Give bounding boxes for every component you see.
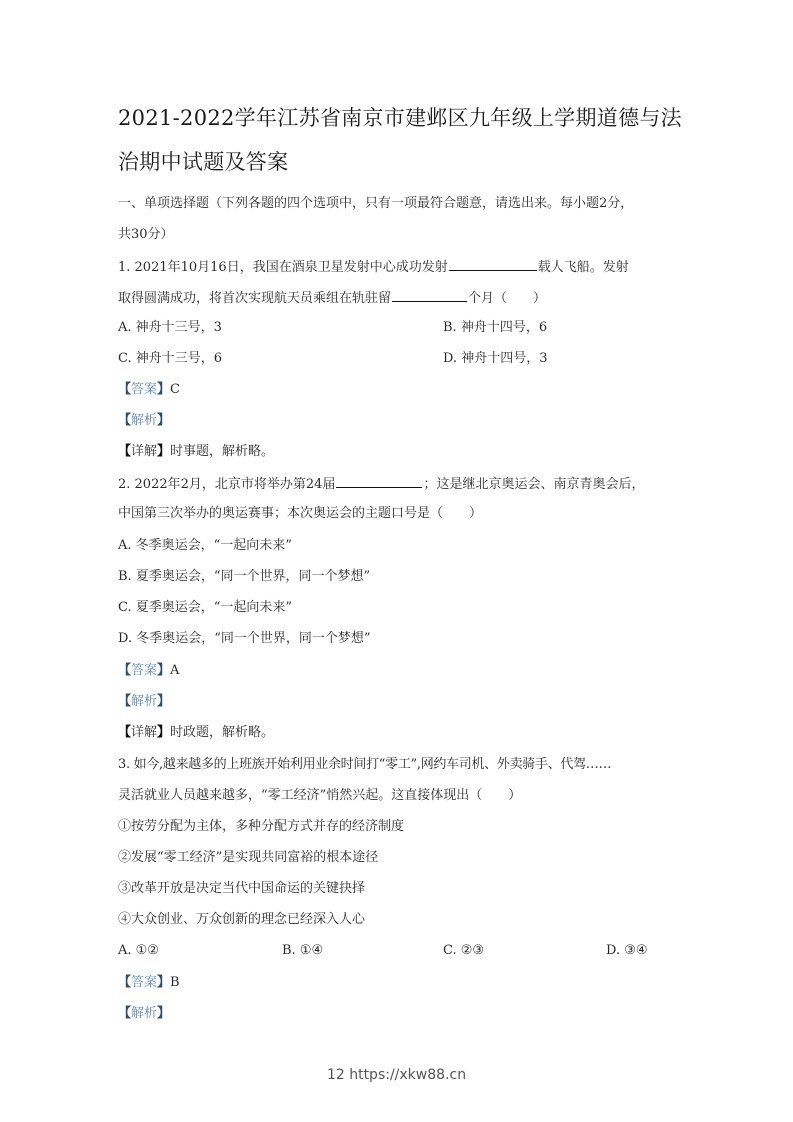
analysis-label: 解析 xyxy=(131,413,158,428)
section-heading-line-1: 一、单项选择题（下列各题的四个选项中，只有一项最符合题意，请选出来。每小题2分， xyxy=(118,196,634,211)
q1-stem-text-b: 载人飞船。发射 xyxy=(537,260,629,275)
q2-option-c: C. 夏季奥运会，“一起向未来” xyxy=(118,600,293,615)
q2-option-d: D. 冬季奥运会，“同一个世界，同一个梦想” xyxy=(118,631,371,646)
q2-blank-1 xyxy=(336,473,422,488)
q2-stem-text-a: 2. 2022年2月，北京市将举办第24届 xyxy=(118,477,336,492)
q1-stem-line-1 xyxy=(118,256,629,278)
answer-label: 答案 xyxy=(131,663,158,678)
bracket-close: 】 xyxy=(157,1006,171,1021)
analysis-label: 解析 xyxy=(131,1006,158,1021)
q3-option-b: B. ①④ xyxy=(282,943,324,958)
q2-detail-line xyxy=(118,723,274,743)
q3-option-d: D. ③④ xyxy=(606,943,648,958)
q2-option-b: B. 夏季奥运会，“同一个世界，同一个梦想” xyxy=(118,569,371,584)
bracket-open: 【 xyxy=(118,413,132,428)
bracket-open: 【 xyxy=(118,444,132,459)
q1-blank-2 xyxy=(392,287,467,302)
q3-analysis-line xyxy=(118,1004,170,1024)
q1-detail-text: 时事题，解析略。 xyxy=(170,444,275,459)
q1-stem-text-d: 个月（ ） xyxy=(468,291,547,306)
q3-statement-1: ①按劳分配为主体，多种分配方式并存的经济制度 xyxy=(118,819,405,834)
answer-label: 答案 xyxy=(131,975,158,990)
title-line-2: 治期中试题及答案 xyxy=(118,150,289,174)
document-title xyxy=(118,96,688,184)
q1-answer-value: C xyxy=(170,382,180,397)
q1-stem-text-c: 取得圆满成功，将首次实现航天员乘组在轨驻留 xyxy=(118,291,392,306)
q3-answer-line xyxy=(118,973,180,993)
q1-option-c: C. 神舟十三号，6 xyxy=(118,351,223,366)
q1-option-a: A. 神舟十三号，3 xyxy=(118,320,222,335)
q3-statement-2: ②发展“零工经济”是实现共同富裕的根本途径 xyxy=(118,850,379,865)
bracket-close: 】 xyxy=(157,663,171,678)
q2-answer-line xyxy=(118,661,179,681)
bracket-close: 】 xyxy=(157,694,171,709)
q3-option-c: C. ②③ xyxy=(443,943,485,958)
q2-option-a: A. 冬季奥运会，“一起向未来” xyxy=(118,538,292,553)
bracket-open: 【 xyxy=(118,1006,132,1021)
answer-label: 答案 xyxy=(131,382,158,397)
section-heading-line-2: 共30分） xyxy=(118,227,174,242)
q1-blank-1 xyxy=(449,256,537,271)
q2-stem-text-b: ；这是继北京奥运会、南京青奥会后， xyxy=(423,477,645,492)
q3-option-a: A. ①② xyxy=(118,943,159,958)
q2-answer-value: A xyxy=(170,663,180,678)
q2-detail-text: 时政题，解析略。 xyxy=(170,725,275,740)
analysis-label: 解析 xyxy=(131,694,158,709)
detail-label: 详解 xyxy=(131,725,158,740)
q1-stem-line-2 xyxy=(118,287,546,309)
bracket-open: 【 xyxy=(118,975,132,990)
bracket-close: 】 xyxy=(157,975,171,990)
detail-label: 详解 xyxy=(131,444,158,459)
q2-stem-line-2: 中国第三次举办的奥运赛事；本次奥运会的主题口号是（ ） xyxy=(118,506,483,521)
q1-stem-text-a: 1. 2021年10月16日，我国在酒泉卫星发射中心成功发射 xyxy=(118,260,448,275)
bracket-close: 】 xyxy=(157,725,171,740)
title-line-1: 2021-2022学年江苏省南京市建邺区九年级上学期道德与法 xyxy=(118,106,682,130)
q3-stem-line-2: 灵活就业人员越来越多，“零工经济”悄然兴起。这直接体现出（ ） xyxy=(118,788,522,803)
q3-stem-line-1: 3. 如今,越来越多的上班族开始利用业余时间打“零工”,网约车司机、外卖骑手、代驾…… xyxy=(118,757,612,772)
q1-detail-line xyxy=(118,442,274,462)
q1-option-b: B. 神舟十四号，6 xyxy=(443,320,548,335)
bracket-close: 】 xyxy=(157,444,171,459)
q2-stem-line-1 xyxy=(118,473,644,495)
q1-option-d: D. 神舟十四号，3 xyxy=(443,351,548,366)
q3-answer-value: B xyxy=(170,975,180,990)
bracket-open: 【 xyxy=(118,694,132,709)
bracket-close: 】 xyxy=(157,382,171,397)
bracket-open: 【 xyxy=(118,663,132,678)
bracket-close: 】 xyxy=(157,413,171,428)
bracket-open: 【 xyxy=(118,725,132,740)
q1-answer-line xyxy=(118,380,180,400)
page-footer: 12 https://xkw88.cn xyxy=(326,1067,467,1083)
q2-analysis-line xyxy=(118,692,170,712)
q3-statement-4: ④大众创业、万众创新的理念已经深入人心 xyxy=(118,912,366,927)
bracket-open: 【 xyxy=(118,382,132,397)
q3-statement-3: ③改革开放是决定当代中国命运的关键抉择 xyxy=(118,881,366,896)
q1-analysis-line xyxy=(118,411,170,431)
